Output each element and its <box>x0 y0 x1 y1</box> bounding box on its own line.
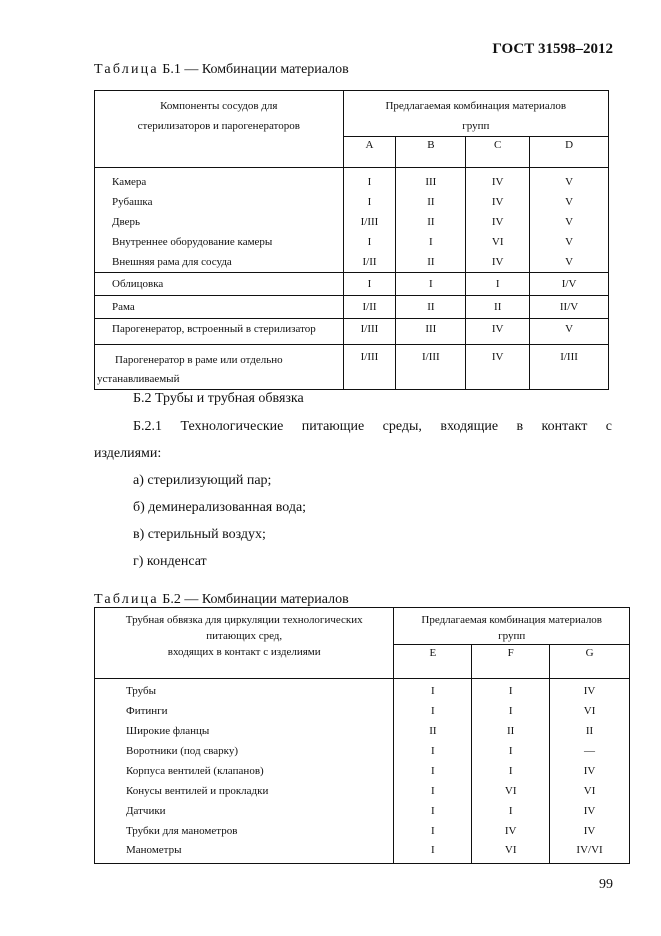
cell: II <box>466 295 530 318</box>
cell: VI <box>466 232 530 252</box>
table1-col1-header-l2: стерилизаторов и парогенераторов <box>137 120 300 132</box>
page-number: 99 <box>599 877 613 892</box>
cell: IV <box>466 192 530 212</box>
table-row <box>95 781 630 801</box>
table-row <box>95 841 630 863</box>
cell: I <box>472 801 550 821</box>
table2-col1-header-l2: питающих сред, <box>206 630 283 642</box>
table2-col1-header-l3: входящих в контакт с изделиями <box>167 646 321 658</box>
table1-col-b: B <box>396 137 466 168</box>
table2-caption-word: Таблица <box>94 592 159 607</box>
table2-col-g: G <box>550 645 630 679</box>
table-row <box>95 172 609 192</box>
cell: VI <box>472 781 550 801</box>
table-row <box>95 192 609 212</box>
table2-col-f: F <box>472 645 550 679</box>
cell: II <box>396 192 466 212</box>
cell: II/V <box>530 295 609 318</box>
cell: II <box>396 295 466 318</box>
row-label <box>95 344 344 389</box>
table1-group-header-l2: групп <box>462 120 490 132</box>
cell: IV <box>550 761 630 781</box>
row-label-l1: Парогенератор в раме или отдельно <box>115 353 283 366</box>
cell: I <box>343 232 396 252</box>
row-label: Широкие фланцы <box>126 725 210 737</box>
table-row <box>95 232 609 252</box>
cell: I/II <box>343 252 396 272</box>
table2-caption-rest: Б.2 — Комбинации материалов <box>158 592 349 607</box>
cell: I/II <box>343 295 396 318</box>
row-label: Трубы <box>126 685 156 697</box>
table1 <box>94 90 609 390</box>
cell: IV <box>466 318 530 344</box>
row-label: Трубки для манометров <box>126 825 238 837</box>
table2-caption <box>94 592 349 608</box>
cell: — <box>550 741 630 761</box>
table2-col1-header-l1: Трубная обвязка для циркуляции технологических <box>125 614 363 626</box>
document-id: ГОСТ 31598–2012 <box>492 41 613 57</box>
cell: I <box>472 761 550 781</box>
cell: II <box>396 212 466 232</box>
table1-caption-rest: Б.1 — Комбинации материалов <box>158 62 349 77</box>
cell: I <box>394 701 472 721</box>
table2 <box>94 607 630 864</box>
cell: IV <box>466 252 530 272</box>
table-row <box>95 761 630 781</box>
row-label: Внешняя рама для сосуда <box>112 255 232 268</box>
table-row <box>95 318 609 344</box>
cell: II <box>396 252 466 272</box>
table2-col1-header <box>95 608 394 679</box>
table-row <box>95 701 630 721</box>
row-label: Рама <box>95 295 344 318</box>
row-label: Облицовка <box>95 272 344 295</box>
cell: IV/VI <box>550 841 630 863</box>
cell: IV <box>466 212 530 232</box>
row-label: Парогенератор, встроенный в стерилизатор <box>95 318 344 344</box>
cell: IV <box>550 821 630 841</box>
table1-caption-word: Таблица <box>94 62 159 77</box>
table-row <box>95 344 609 389</box>
table-row <box>95 295 609 318</box>
row-label: Датчики <box>126 805 166 817</box>
table2-col-e: E <box>394 645 472 679</box>
cell: IV <box>550 681 630 701</box>
table-row <box>95 272 609 295</box>
table1-col-c: C <box>466 137 530 168</box>
cell: I <box>394 821 472 841</box>
cell: I <box>343 272 396 295</box>
cell: V <box>530 252 609 272</box>
paragraph-line2: изделиями: <box>94 446 162 461</box>
list-item: б) деминерализованная вода; <box>133 500 307 515</box>
cell: VI <box>550 701 630 721</box>
list-item: г) конденсат <box>133 554 207 569</box>
cell: I <box>396 232 466 252</box>
cell: III <box>396 318 466 344</box>
cell: I <box>394 841 472 863</box>
cell: IV <box>472 821 550 841</box>
cell: I/III <box>530 344 609 389</box>
table1-group-header <box>343 91 608 137</box>
cell: I <box>343 172 396 192</box>
table1-col1-header <box>95 91 344 168</box>
paragraph-line1: Б.2.1 Технологические питающие среды, входящие в контакт с <box>133 419 612 434</box>
cell: I/III <box>343 318 396 344</box>
list-item: а) стерилизующий пар; <box>133 473 272 488</box>
section-heading: Б.2 Трубы и трубная обвязка <box>133 391 304 406</box>
row-label: Корпуса вентилей (клапанов) <box>126 765 264 777</box>
row-label: Рубашка <box>112 196 153 208</box>
cell: V <box>530 232 609 252</box>
table-row <box>95 801 630 821</box>
cell: II <box>550 721 630 741</box>
cell: I <box>394 801 472 821</box>
table-row <box>95 741 630 761</box>
row-label: Воротники (под сварку) <box>126 745 238 757</box>
cell: I/V <box>530 272 609 295</box>
cell: VI <box>550 781 630 801</box>
table-row <box>95 821 630 841</box>
cell: I <box>472 681 550 701</box>
cell: V <box>530 318 609 344</box>
cell: I <box>394 681 472 701</box>
table2-group-header <box>394 608 630 645</box>
table1-col-d: D <box>530 137 609 168</box>
table-row <box>95 252 609 272</box>
table1-col1-header-l1: Компоненты сосудов для <box>160 100 278 112</box>
table-row <box>95 212 609 232</box>
cell: IV <box>550 801 630 821</box>
row-label: Внутреннее оборудование камеры <box>112 236 273 248</box>
cell: I <box>394 741 472 761</box>
cell: IV <box>466 344 530 389</box>
cell: I <box>472 741 550 761</box>
cell: IV <box>466 172 530 192</box>
row-label: Камера <box>112 176 147 188</box>
row-label: Дверь <box>112 216 141 228</box>
cell: I/III <box>343 344 396 389</box>
table2-group-header-l1: Предлагаемая комбинация материалов <box>421 614 603 626</box>
cell: II <box>472 721 550 741</box>
cell: III <box>396 172 466 192</box>
cell: II <box>394 721 472 741</box>
row-label-l2: устанавливаемый <box>97 372 180 385</box>
row-label: Фитинги <box>126 705 168 717</box>
table1-col-a: A <box>343 137 396 168</box>
cell: V <box>530 212 609 232</box>
cell: I <box>466 272 530 295</box>
cell: I <box>472 701 550 721</box>
cell: I/III <box>343 212 396 232</box>
table-row <box>95 681 630 701</box>
row-label: Конусы вентилей и прокладки <box>126 785 269 797</box>
cell: I <box>394 761 472 781</box>
table1-caption <box>94 62 349 78</box>
cell: VI <box>472 841 550 863</box>
row-label: Манометры <box>126 844 182 856</box>
table2-group-header-l2: групп <box>498 630 526 642</box>
list-item: в) стерильный воздух; <box>133 527 266 542</box>
cell: I <box>343 192 396 212</box>
cell: I <box>396 272 466 295</box>
cell: I <box>394 781 472 801</box>
cell: V <box>530 172 609 192</box>
table1-group-header-l1: Предлагаемая комбинация материалов <box>385 100 567 112</box>
cell: V <box>530 192 609 212</box>
cell: I/III <box>396 344 466 389</box>
table-row <box>95 721 630 741</box>
